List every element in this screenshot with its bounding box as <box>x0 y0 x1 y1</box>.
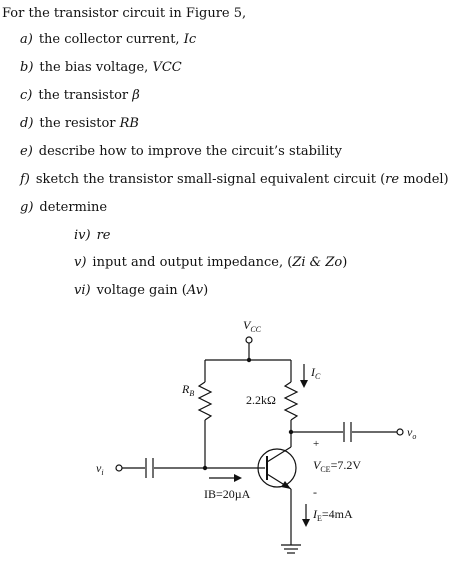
question-label: d) <box>20 116 34 131</box>
ie-label: $I_E=4mA$ <box>313 507 353 523</box>
vcc-label: $V_{CC}$ <box>243 318 262 334</box>
question-label: f) <box>20 172 30 187</box>
question-label: a) <box>20 32 33 47</box>
subquestion-text: voltage gain (Av) <box>96 283 209 298</box>
subquestion-text: input and output impedance, (Zi & Zo) <box>92 255 348 270</box>
question-text: the bias voltage, VCC <box>39 60 182 75</box>
vce-minus: - <box>313 485 317 499</box>
ib-label: IB=20µA <box>204 487 251 501</box>
subquestion-label: iv) <box>74 228 91 243</box>
question-label: g) <box>20 200 34 215</box>
vi-label: $v_i$ <box>96 461 104 477</box>
question-text: the transistor β <box>38 88 140 103</box>
rc-value: 2.2kΩ <box>246 393 276 407</box>
vi-terminal <box>116 465 122 471</box>
vo-terminal <box>397 429 403 435</box>
vo-label: $v_o$ <box>407 425 417 441</box>
subquestion-text: re <box>96 228 111 243</box>
question-text: the resistor RB <box>39 116 139 131</box>
vce-plus: + <box>313 438 320 450</box>
vce-label: $V_{CE}=7.2V$ <box>313 458 362 474</box>
question-label: c) <box>20 88 33 103</box>
rb-resistor <box>199 382 211 420</box>
question-text: determine <box>39 200 108 215</box>
subquestion-label: v) <box>74 255 87 270</box>
vcc-terminal <box>246 337 252 343</box>
question-text: describe how to improve the circuit’s stability <box>38 144 342 159</box>
ic-label: $I_C$ <box>311 365 321 381</box>
subquestion-label: vi) <box>74 283 91 298</box>
rb-label: $R_B$ <box>182 382 195 398</box>
rc-resistor <box>285 382 297 420</box>
intro-text: For the transistor circuit in Figure 5, <box>2 6 247 21</box>
question-text: the collector current, Ic <box>38 32 197 47</box>
question-text: sketch the transistor small-signal equivalent circuit (re model) <box>35 172 449 187</box>
question-label: e) <box>20 144 33 159</box>
question-label: b) <box>20 60 34 75</box>
